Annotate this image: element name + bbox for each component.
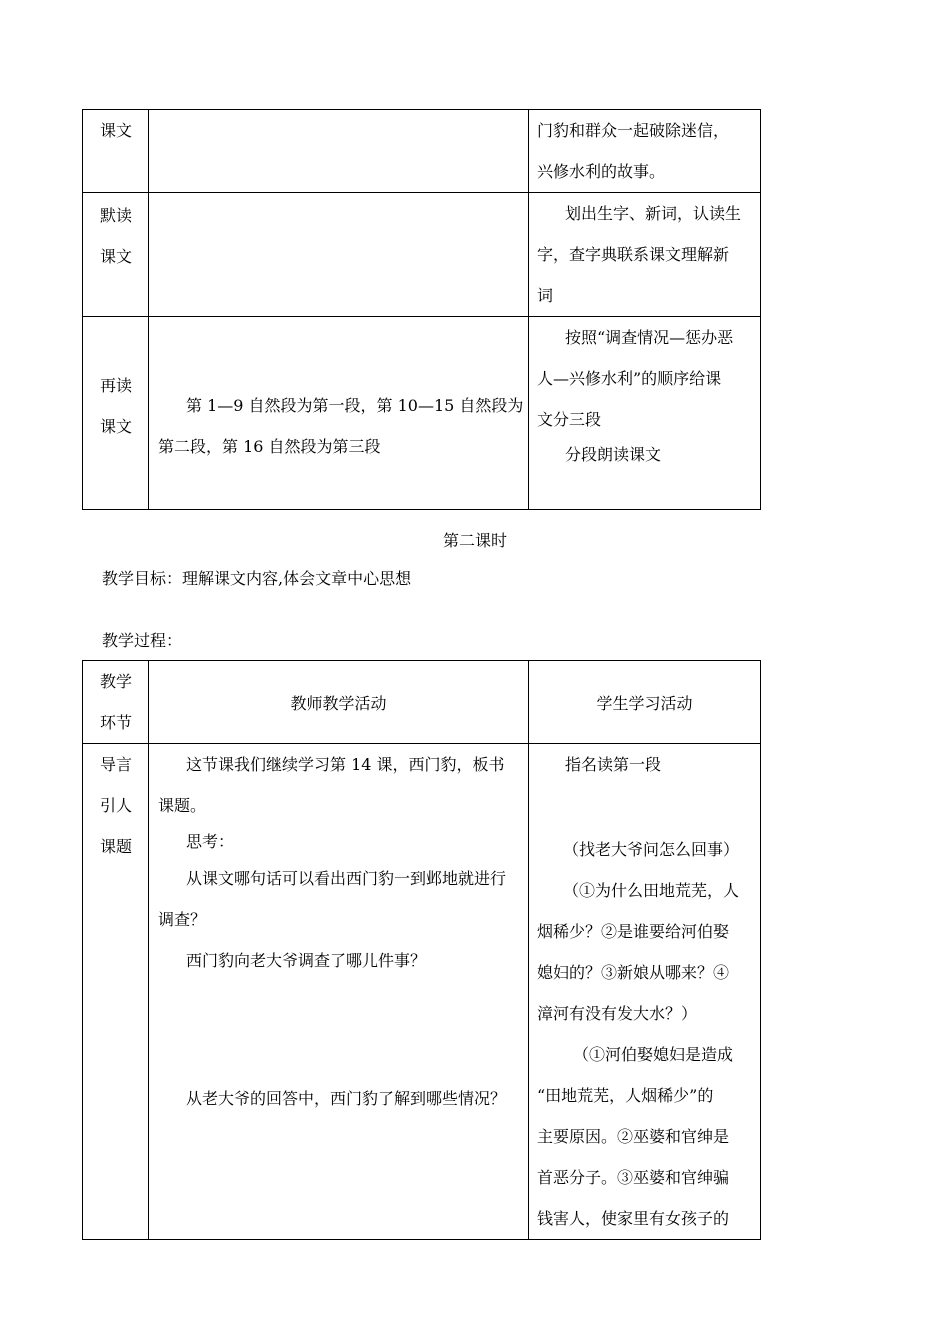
header-teacher	[149, 661, 529, 744]
teacher-cell	[149, 744, 529, 1240]
lesson-table-1	[82, 109, 761, 510]
table-row	[83, 110, 761, 193]
teaching-objective: 教学目标：理解课文内容,体会文章中心思想	[102, 569, 412, 588]
teacher-cell	[149, 110, 529, 193]
student-text: 分段朗读课文	[565, 445, 662, 464]
step-label: 课题	[100, 837, 133, 856]
student-text: 按照“调查情况—惩办恶	[565, 328, 734, 347]
step-cell	[83, 317, 149, 510]
step-label: 引人	[100, 796, 133, 815]
header-student	[529, 661, 761, 744]
step-cell	[83, 110, 149, 193]
header-label: 教学	[100, 672, 133, 691]
student-text: 划出生字、新词，认读生	[565, 204, 742, 223]
lesson-table-2	[82, 660, 761, 1240]
student-text: 门豹和群众一起破除迷信，	[537, 121, 730, 140]
teacher-cell	[149, 193, 529, 317]
student-cell	[529, 317, 761, 510]
teacher-text: 第二段，第 16 自然段为第三段	[158, 437, 381, 456]
student-text: 指名读第一段	[565, 755, 662, 774]
step-label: 默读	[100, 206, 133, 225]
teacher-text: 课题。	[158, 796, 207, 815]
student-text: 主要原因。②巫婆和官绅是	[537, 1127, 730, 1146]
student-text: 首恶分子。③巫婆和官绅骗	[537, 1168, 730, 1187]
student-text: （找老大爷问怎么回事）	[563, 840, 740, 859]
header-step	[83, 661, 149, 744]
student-text: 漳河有没有发大水？）	[537, 1004, 698, 1023]
student-text: 文分三段	[537, 410, 602, 429]
teacher-text: 第 1—9 自然段为第一段，第 10—15 自然段为	[186, 396, 524, 415]
table-header-row	[83, 661, 761, 744]
header-label: 学生学习活动	[596, 693, 693, 713]
student-text: 人—兴修水利”的顺序给课	[537, 369, 722, 388]
student-text: 词	[537, 286, 554, 305]
step-label: 课文	[100, 121, 133, 140]
teacher-text: 西门豹向老大爷调查了哪儿件事？	[186, 951, 427, 970]
step-label: 课文	[100, 417, 133, 436]
section-title: 第二课时	[442, 531, 507, 550]
student-text: 兴修水利的故事。	[537, 162, 666, 181]
table-row	[83, 317, 761, 510]
student-text: （①为什么田地荒芜，人	[563, 881, 740, 900]
step-cell	[83, 744, 149, 1240]
student-text: “田地荒芜，人烟稀少”的	[537, 1086, 714, 1105]
teacher-text: 从老大爷的回答中，西门豹了解到哪些情况？	[186, 1089, 507, 1108]
table-row	[83, 193, 761, 317]
step-label: 再读	[100, 376, 133, 395]
student-text: 烟稀少？②是谁要给河伯娶	[537, 922, 730, 941]
student-text: 媳妇的？③新娘从哪来？④	[537, 963, 730, 982]
student-cell	[529, 744, 761, 1240]
teaching-process-label: 教学过程：	[102, 631, 183, 650]
teacher-text: 调查？	[158, 910, 207, 929]
student-cell	[529, 193, 761, 317]
teacher-text: 这节课我们继续学习第 14 课，西门豹，板书	[186, 755, 505, 774]
table-row	[83, 744, 761, 1240]
student-cell	[529, 110, 761, 193]
teacher-cell	[149, 317, 529, 510]
step-label: 导言	[100, 755, 133, 774]
student-text: （①河伯娶媳妇是造成	[573, 1045, 734, 1064]
teacher-text: 思考：	[186, 832, 235, 851]
step-label: 课文	[100, 247, 133, 266]
step-cell	[83, 193, 149, 317]
student-text: 字，查字典联系课文理解新	[537, 245, 730, 264]
header-label: 环节	[100, 713, 133, 732]
teacher-text: 从课文哪句话可以看出西门豹一到邺地就进行	[186, 869, 507, 888]
student-text: 钱害人，使家里有女孩子的	[537, 1209, 730, 1228]
header-label: 教师教学活动	[290, 693, 387, 713]
